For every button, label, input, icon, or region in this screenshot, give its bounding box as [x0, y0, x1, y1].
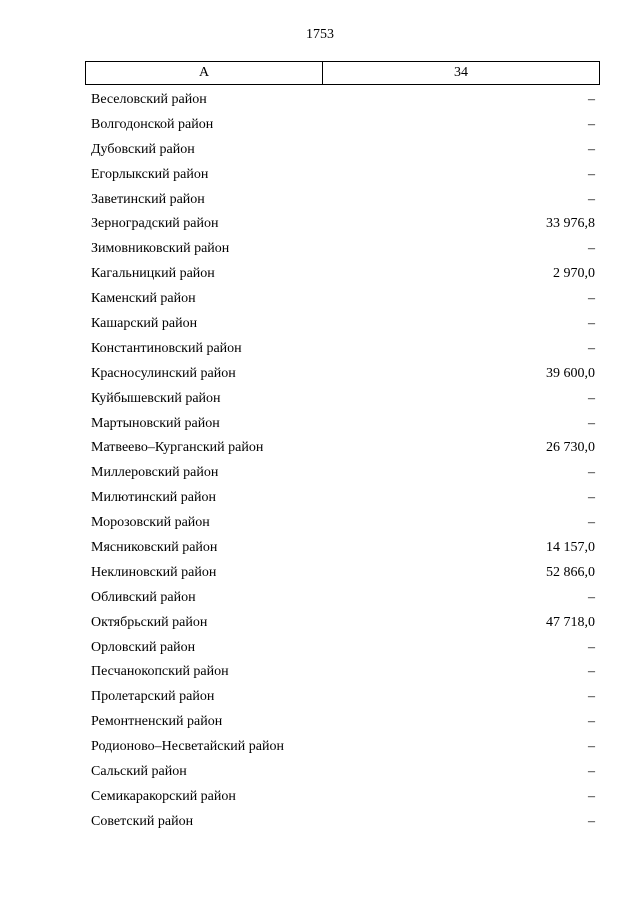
district-value: 39 600,0	[546, 365, 595, 381]
district-name: Волгодонской район	[91, 116, 214, 132]
table-row	[85, 138, 600, 163]
page-number: 1753	[306, 27, 334, 42]
district-name: Обливский район	[91, 589, 196, 605]
table-row	[85, 486, 600, 511]
table-row	[85, 636, 600, 661]
district-value: –	[588, 813, 595, 829]
table-row	[85, 436, 600, 461]
district-name: Мартыновский район	[91, 415, 220, 431]
header-col-34: 34	[454, 65, 468, 80]
table-body	[85, 88, 600, 835]
table-row	[85, 561, 600, 586]
district-name: Каменский район	[91, 291, 196, 307]
table-row	[85, 113, 600, 138]
table-row	[85, 685, 600, 710]
district-name: Сальский район	[91, 764, 187, 780]
district-name: Мясниковский район	[91, 540, 218, 556]
district-value: –	[588, 191, 595, 207]
table-row	[85, 710, 600, 735]
district-value: –	[588, 92, 595, 107]
district-value: –	[588, 415, 595, 431]
table-row	[85, 337, 600, 362]
district-value: –	[588, 241, 595, 257]
district-value: –	[588, 465, 595, 481]
table-row	[85, 163, 600, 188]
table-row	[85, 810, 600, 835]
district-name: Кашарский район	[91, 316, 198, 332]
district-name: Зерноградский район	[91, 216, 219, 232]
district-name: Советский район	[91, 813, 194, 829]
district-name: Веселовский район	[91, 92, 207, 107]
table-row	[85, 536, 600, 561]
district-name: Кагальницкий район	[91, 266, 215, 282]
district-name: Куйбышевский район	[91, 390, 221, 406]
table-row	[85, 287, 600, 312]
table-header	[85, 61, 600, 85]
table-row	[85, 660, 600, 685]
district-name: Пролетарский район	[91, 689, 215, 705]
district-value: –	[588, 515, 595, 531]
table-row	[85, 785, 600, 810]
district-value: –	[588, 714, 595, 730]
district-name: Морозовский район	[91, 515, 210, 531]
district-name: Заветинский район	[91, 191, 205, 207]
district-value: –	[588, 739, 595, 755]
table-row	[85, 312, 600, 337]
district-value: 33 976,8	[546, 216, 595, 232]
district-value: –	[588, 664, 595, 680]
district-value: –	[588, 689, 595, 705]
header-col-a: А	[86, 62, 323, 84]
district-value: –	[588, 589, 595, 605]
district-name: Орловский район	[91, 639, 196, 655]
table-row	[85, 237, 600, 262]
table-row	[85, 188, 600, 213]
district-name: Ремонтненский район	[91, 714, 223, 730]
district-value: –	[588, 639, 595, 655]
table-row	[85, 586, 600, 611]
table-row	[85, 88, 600, 113]
table-row	[85, 461, 600, 486]
district-value: –	[588, 166, 595, 182]
district-value: 14 157,0	[546, 540, 595, 556]
district-value: –	[588, 788, 595, 804]
district-value: –	[588, 316, 595, 332]
district-value: –	[588, 116, 595, 132]
district-name: Семикаракорский район	[91, 788, 236, 804]
district-name: Милютинский район	[91, 490, 217, 506]
district-name: Песчанокопский район	[91, 664, 229, 680]
table-row	[85, 212, 600, 237]
district-value: –	[588, 141, 595, 157]
district-value: –	[588, 490, 595, 506]
district-value: –	[588, 390, 595, 406]
district-value: 2 970,0	[553, 266, 595, 282]
table-row	[85, 412, 600, 437]
district-name: Красносулинский район	[91, 365, 236, 381]
district-value: 47 718,0	[546, 614, 595, 630]
table-row	[85, 760, 600, 785]
table-row	[85, 735, 600, 760]
table-row	[85, 611, 600, 636]
district-name: Октябрьский район	[91, 614, 208, 630]
district-name: Миллеровский район	[91, 465, 219, 481]
district-name: Матвеево–Курганский район	[91, 440, 264, 456]
district-name: Неклиновский район	[91, 564, 217, 580]
district-name: Зимовниковский район	[91, 241, 230, 257]
table-row	[85, 387, 600, 412]
district-name: Дубовский район	[91, 141, 195, 157]
district-name: Родионово–Несветайский район	[91, 739, 284, 755]
district-value: –	[588, 291, 595, 307]
district-name: Егорлыкский район	[91, 166, 209, 182]
table-row	[85, 362, 600, 387]
table-row	[85, 262, 600, 287]
district-name: Константиновский район	[91, 340, 242, 356]
district-value: –	[588, 340, 595, 356]
table-row	[85, 511, 600, 536]
district-value: 26 730,0	[546, 440, 595, 456]
district-value: 52 866,0	[546, 564, 595, 580]
district-value: –	[588, 764, 595, 780]
